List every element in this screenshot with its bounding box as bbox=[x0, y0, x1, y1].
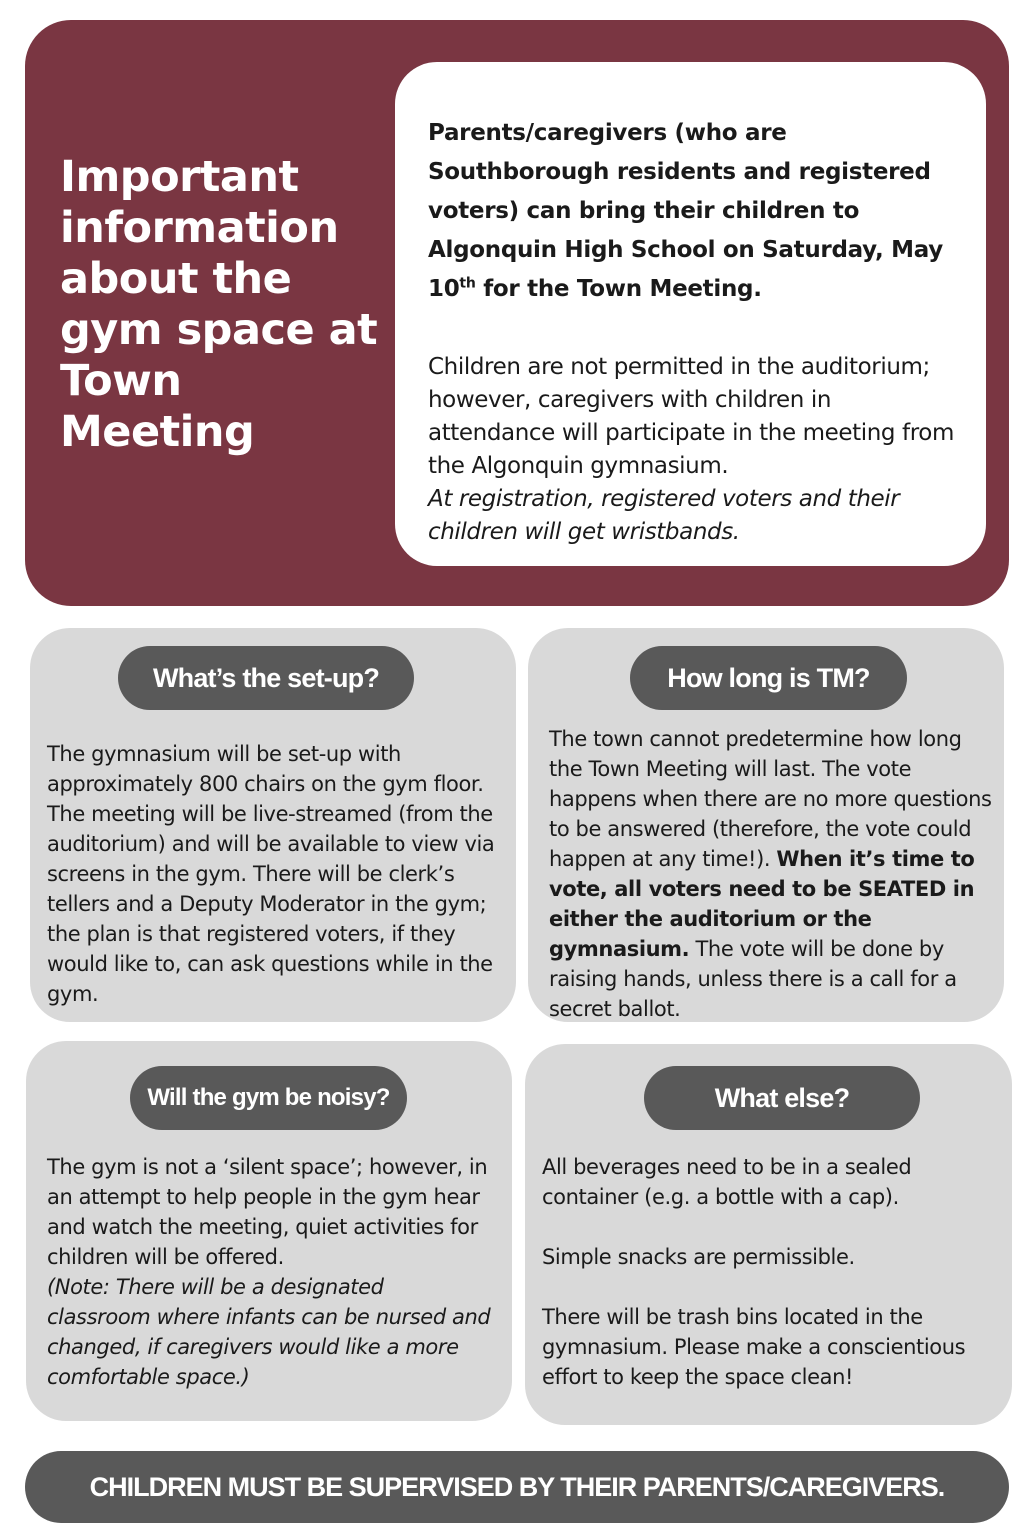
intro-card bbox=[395, 62, 986, 566]
noise-paragraph: The gym is not a ‘silent space’; however, in an attempt to help people in the gym hear and watch the meeting, quiet activities for children will be offered. bbox=[47, 1155, 488, 1269]
intro-lead-sup: th bbox=[459, 275, 476, 292]
footer-banner: CHILDREN MUST BE SUPERVISED BY THEIR PARENTS/CAREGIVERS. bbox=[25, 1451, 1009, 1523]
duration-paragraph bbox=[549, 724, 993, 1024]
intro-body-italic: At registration, registered voters and their children will get wristbands. bbox=[428, 486, 900, 545]
else-item-beverages: All beverages need to be in a sealed container (e.g. a bottle with a cap). bbox=[542, 1155, 912, 1209]
page-title: Important information about the gym space at Town Meeting bbox=[60, 152, 378, 457]
setup-text bbox=[47, 739, 509, 1009]
else-item-snacks: Simple snacks are permissible. bbox=[542, 1245, 855, 1269]
intro-body bbox=[428, 351, 956, 549]
intro-body-text: Children are not permitted in the auditorium; however, caregivers with children in attendance will participate in the meeting from the Algonquin gymnasium. bbox=[428, 354, 954, 479]
duration-text-1: The town cannot predetermine how long the Town Meeting will last. The vote happens when there are no more questions to be answered (therefore, the vote could happen at any time!). bbox=[549, 727, 992, 871]
else-item-trash: There will be trash bins located in the gymnasium. Please make a conscientious effort to keep the space clean! bbox=[542, 1305, 966, 1389]
noise-note: (Note: There will be a designated classroom where infants can be nursed and changed, if caregivers would like a more comfortable space.) bbox=[47, 1275, 491, 1389]
duration-text bbox=[549, 724, 993, 1024]
noise-heading: Will the gym be noisy? bbox=[130, 1066, 407, 1130]
setup-heading: What’s the set-up? bbox=[118, 646, 414, 710]
duration-text-2: The vote will be done by raising hands, unless there is a call for a secret ballot. bbox=[549, 937, 957, 1021]
intro-lead-part1: Parents/caregivers (who are Southborough residents and registered voters) can bring their children to Algonquin High School on Saturday, May 10 bbox=[428, 120, 943, 302]
intro-lead bbox=[428, 114, 956, 309]
duration-text-bold: When it’s time to vote, all voters need to be SEATED in either the auditorium or the gymnasium. bbox=[549, 847, 975, 961]
else-heading: What else? bbox=[644, 1066, 920, 1130]
duration-heading: How long is TM? bbox=[630, 646, 907, 710]
noise-text bbox=[47, 1152, 492, 1392]
intro-lead-part2: for the Town Meeting. bbox=[475, 276, 762, 302]
setup-paragraph: The gymnasium will be set-up with approximately 800 chairs on the gym floor. The meeting will be live-streamed (from the auditorium) and will be available to view via screens in the gym. There will be clerk’s tellers and a Deputy Moderator in the gym; the plan is that registered voters, if they would like to, can ask questions while in the gym. bbox=[47, 742, 495, 1006]
else-text bbox=[542, 1152, 997, 1392]
